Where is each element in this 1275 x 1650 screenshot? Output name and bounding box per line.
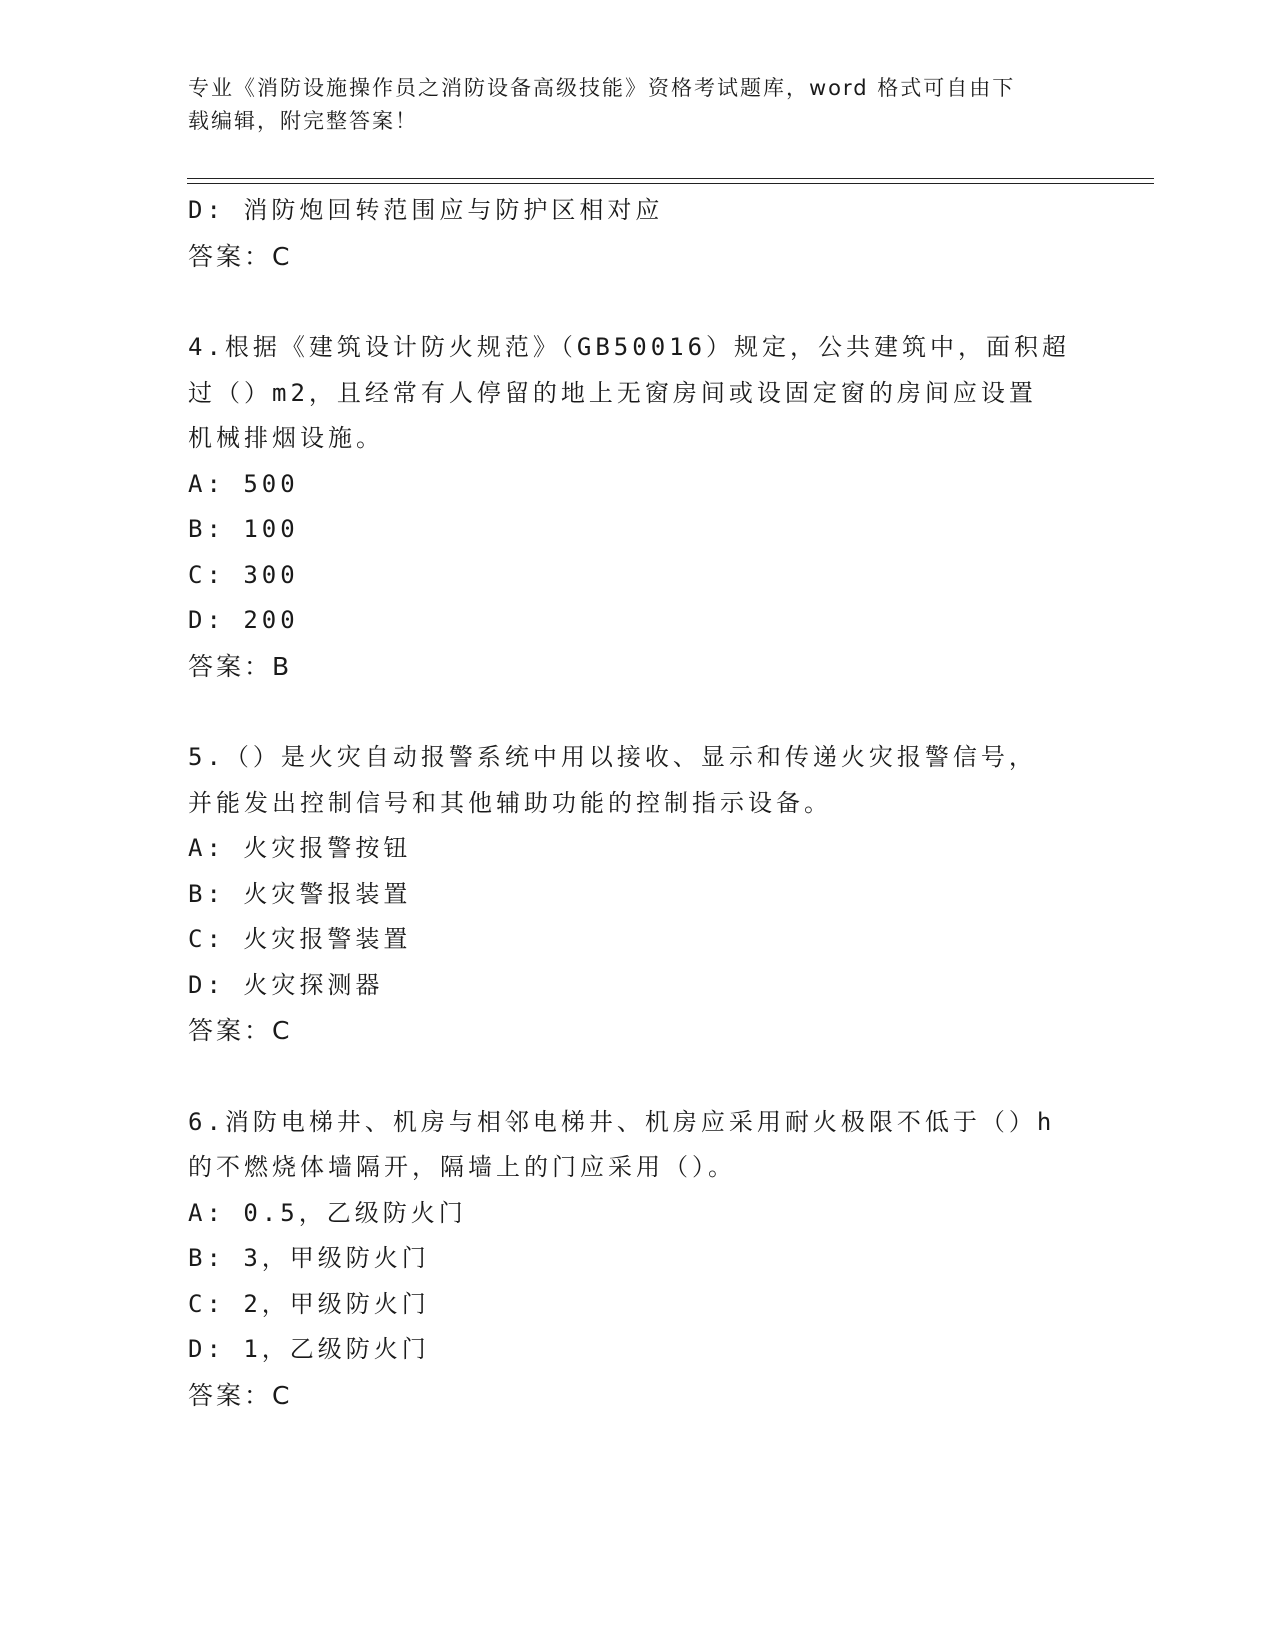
- question-stem-line: 的不燃烧体墙隔开，隔墙上的门应采用（）。: [188, 1153, 736, 1181]
- previous-question-tail: [188, 188, 1088, 279]
- option-b: B: 3，甲级防火门: [188, 1244, 430, 1272]
- option-d: D: 200: [188, 606, 299, 634]
- option-b: B: 100: [188, 515, 299, 543]
- option-c: C: 300: [188, 560, 299, 589]
- question-list: [188, 188, 1088, 1418]
- option-c: C: 2，甲级防火门: [188, 1289, 430, 1318]
- answer-line: 答案：C: [188, 1016, 293, 1045]
- answer-line: 答案：B: [188, 651, 293, 681]
- question-stem-line: 并能发出控制信号和其他辅助功能的控制指示设备。: [188, 788, 832, 817]
- question-stem-line: 4.根据《建筑设计防火规范》（GB50016）规定，公共建筑中，面积超: [188, 333, 1071, 361]
- document-header: [188, 72, 1068, 138]
- option-c: C: 火灾报警装置: [188, 925, 412, 953]
- option-a: A: 0.5，乙级防火门: [188, 1198, 467, 1227]
- question-stem-line: 5.（）是火灾自动报警系统中用以接收、显示和传递火灾报警信号，: [188, 743, 1037, 771]
- header-rule-top: [187, 178, 1154, 179]
- question-stem-line: 6.消防电梯井、机房与相邻电梯井、机房应采用耐火极限不低于（）h: [188, 1107, 1056, 1136]
- question-6: [188, 1100, 1088, 1419]
- option-d: D: 1，乙级防火门: [188, 1335, 430, 1363]
- option-d: D: 火灾探测器: [188, 970, 384, 999]
- header-rule-bottom: [187, 183, 1154, 184]
- question-stem-line: 机械排烟设施。: [188, 424, 384, 452]
- question-4: [188, 325, 1088, 689]
- question-stem-line: 过（）m2，且经常有人停留的地上无窗房间或设固定窗的房间应设置: [188, 378, 1037, 407]
- header-line-1: 专业《消防设施操作员之消防设备高级技能》资格考试题库，word 格式可自由下: [188, 76, 1016, 100]
- option-d: D: 消防炮回转范围应与防护区相对应: [188, 196, 664, 224]
- option-b: B: 火灾警报装置: [188, 879, 412, 908]
- option-a: A: 500: [188, 469, 299, 498]
- header-line-2: 载编辑，附完整答案！: [188, 109, 418, 133]
- option-a: A: 火灾报警按钮: [188, 834, 412, 862]
- answer-line: 答案：C: [188, 241, 293, 271]
- question-5: [188, 735, 1088, 1054]
- answer-line: 答案：C: [188, 1380, 293, 1410]
